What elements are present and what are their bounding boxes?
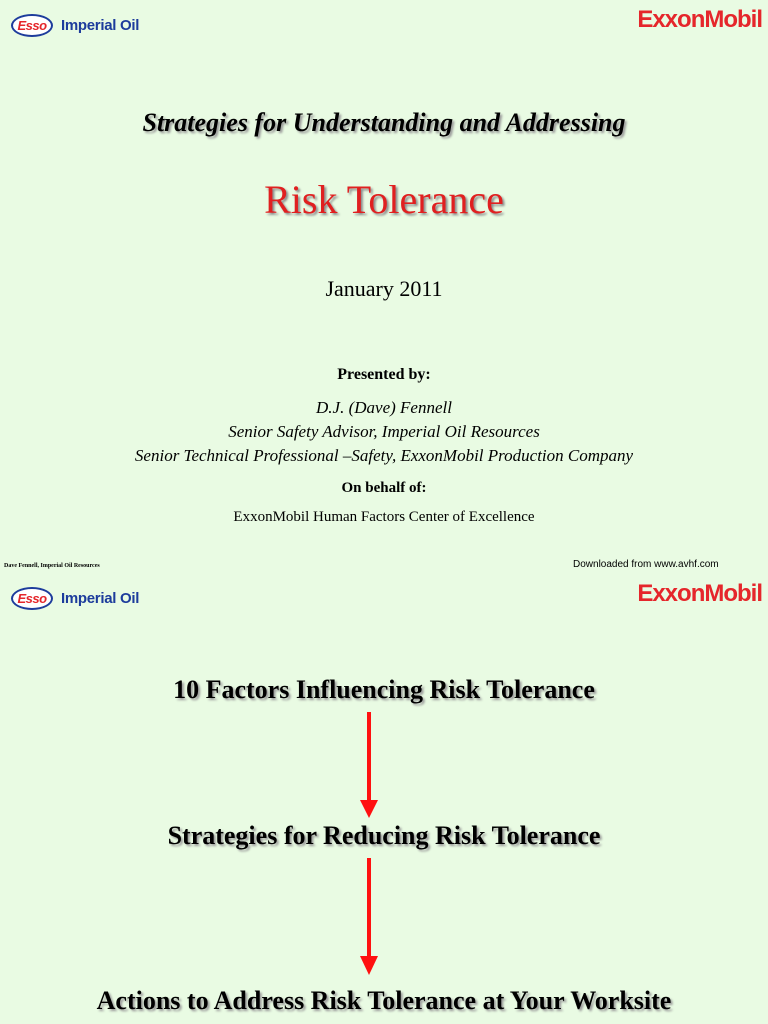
exxonmobil-logo: ExxonMobil: [637, 6, 762, 33]
presenter-name: D.J. (Dave) Fennell: [316, 398, 452, 417]
step-strategies: Strategies for Reducing Risk Tolerance: [167, 821, 601, 850]
imperial-oil-wordmark: Imperial Oil: [61, 17, 140, 34]
esso-oval-logo: Esso: [11, 587, 53, 610]
imperial-oil-wordmark: Imperial Oil: [61, 590, 140, 607]
flow-slide: [0, 578, 768, 1024]
esso-oval-logo: Esso: [11, 14, 53, 37]
esso-imperial-oil-logo: [11, 587, 139, 610]
esso-imperial-oil-logo: [11, 14, 139, 37]
presentation-date: January 2011: [325, 276, 443, 301]
step-factors: 10 Factors Influencing Risk Tolerance: [173, 675, 595, 704]
exxonmobil-logo: ExxonMobil: [637, 580, 762, 607]
step-actions: Actions to Address Risk Tolerance at Your Worksite: [96, 986, 672, 1015]
slide-subtitle: Strategies for Understanding and Addressing: [142, 108, 626, 137]
slide-title: Risk Tolerance: [264, 177, 504, 222]
on-behalf-label: On behalf of:: [341, 480, 427, 496]
presenter-title-2: Senior Technical Professional –Safety, ExxonMobil Production Company: [134, 446, 634, 465]
presenter-title-1: Senior Safety Advisor, Imperial Oil Resources: [228, 422, 540, 441]
down-arrow-icon: [359, 858, 379, 978]
footer-source: Downloaded from www.avhf.com: [573, 559, 719, 570]
down-arrow-icon: [359, 712, 379, 820]
organization-name: ExxonMobil Human Factors Center of Excellence: [233, 509, 535, 525]
footer-author: Dave Fennell, Imperial Oil Resources: [4, 563, 100, 569]
presented-by-label: Presented by:: [337, 366, 431, 383]
